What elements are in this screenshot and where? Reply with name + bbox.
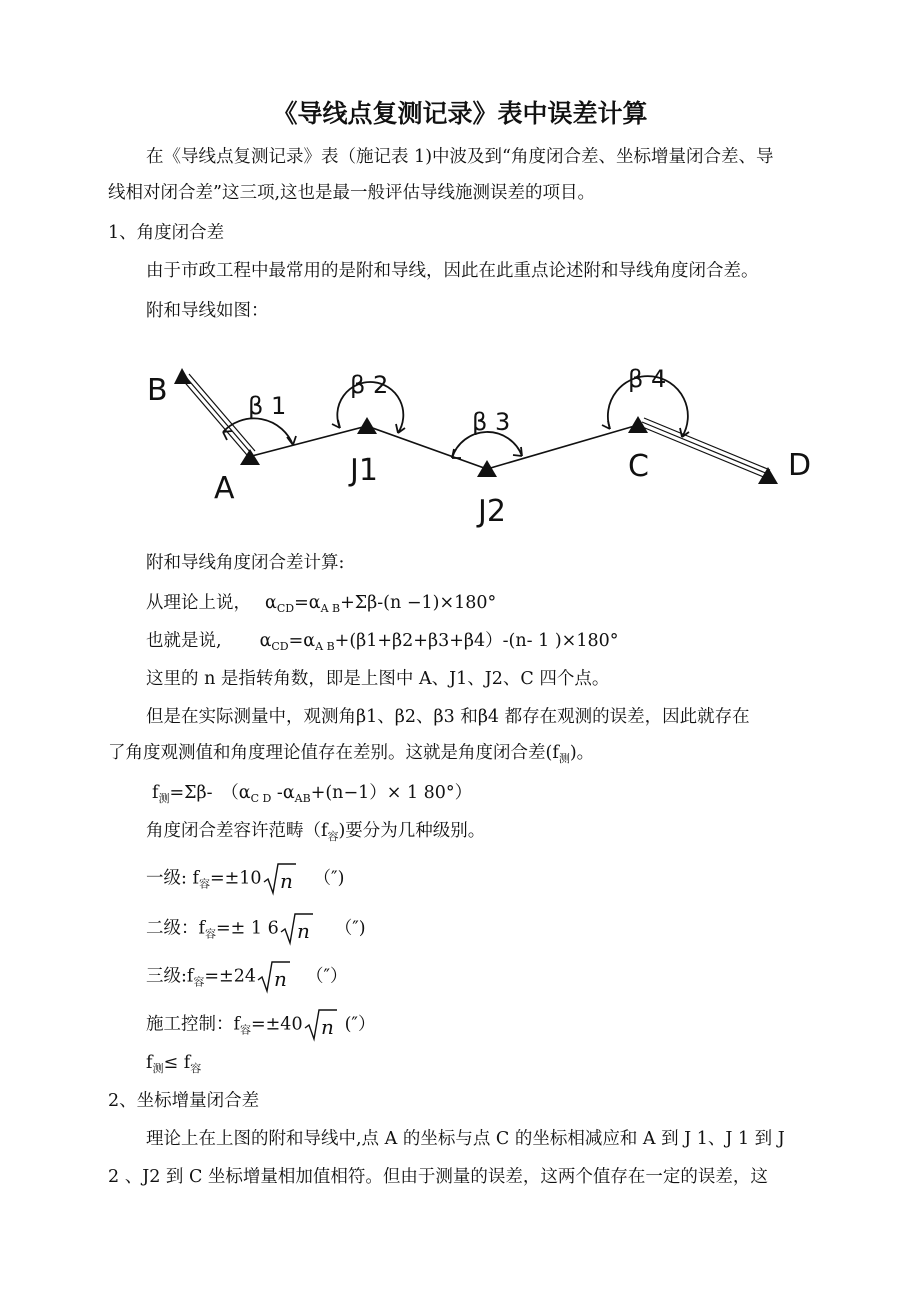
tolerance-intro bbox=[146, 820, 485, 848]
label-j1: J1 bbox=[350, 453, 378, 488]
misclosure-formula bbox=[152, 782, 472, 810]
theory-sub-ab: A B bbox=[320, 602, 341, 615]
label-d: D bbox=[788, 448, 812, 483]
theory-sub-cd: CD bbox=[276, 602, 295, 615]
label-b: B bbox=[147, 373, 168, 408]
level-3 bbox=[146, 960, 348, 994]
formula-minus: -α bbox=[271, 783, 295, 803]
intro-line-2: 线相对闭合差”这三项,这也是最一般评估导线施测误差的项目。 bbox=[108, 183, 596, 203]
level-2-sub: 容 bbox=[204, 927, 216, 941]
theory-formula bbox=[146, 592, 496, 620]
known-side-cd bbox=[640, 418, 770, 478]
formula-sub-ab: AB bbox=[294, 792, 311, 805]
figure-caption: 附和导线如图： bbox=[146, 301, 269, 321]
formula-f: f bbox=[152, 783, 159, 803]
traverse-line bbox=[248, 425, 638, 469]
level-construction bbox=[146, 1008, 375, 1042]
label-beta-1: β 1 bbox=[248, 392, 287, 420]
svg-text:n: n bbox=[320, 1015, 334, 1039]
cmp-sub-measured: 测 bbox=[152, 1062, 164, 1075]
level-2-eq: =± 1 6 bbox=[215, 918, 279, 939]
cmp-f: f bbox=[146, 1053, 153, 1073]
label-a: A bbox=[214, 471, 235, 506]
level-1-prefix: 一级: f bbox=[146, 868, 199, 889]
cmp-sub-allow: 容 bbox=[190, 1062, 202, 1075]
section-2-line-2: 2 、J2 到 C 坐标增量相加值相符。但由于测量的误差，这两个值存在一定的误差，这 bbox=[108, 1167, 768, 1187]
actual-sub: 测 bbox=[558, 752, 570, 765]
actual-line-2-end: )。 bbox=[569, 743, 595, 763]
also-prefix: 也就是说, bbox=[146, 631, 222, 651]
level-3-sub: 容 bbox=[193, 975, 205, 989]
level-1-unit: （″) bbox=[313, 868, 345, 889]
level-1-sub: 容 bbox=[198, 877, 210, 891]
traverse-diagram bbox=[130, 350, 830, 535]
station-a-triangle bbox=[240, 449, 260, 465]
sqrt-icon bbox=[279, 912, 313, 946]
also-sub-cd: CD bbox=[271, 640, 289, 653]
svg-text:n: n bbox=[296, 919, 310, 943]
svg-text:n: n bbox=[273, 967, 287, 991]
station-j1-triangle bbox=[357, 417, 377, 434]
formula-rest: +(n−1）× 1 80°） bbox=[310, 783, 473, 803]
actual-line-2 bbox=[108, 742, 594, 770]
station-j2-triangle bbox=[477, 460, 497, 477]
level-3-unit: （″） bbox=[305, 966, 348, 987]
intro-line-1: 在《导线点复测记录》表（施记表 1)中波及到“角度闭合差、坐标增量闭合差、导 bbox=[146, 147, 774, 167]
sqrt-icon bbox=[303, 1008, 337, 1042]
label-beta-3: β 3 bbox=[472, 408, 511, 436]
page-title: 《导线点复测记录》表中误差计算 bbox=[272, 99, 648, 128]
level-2-prefix: 二级：f bbox=[146, 918, 205, 939]
station-b-triangle bbox=[174, 368, 191, 384]
label-j2: J2 bbox=[478, 494, 506, 529]
tolerance-sub: 容 bbox=[327, 830, 339, 843]
known-side-ba bbox=[181, 374, 255, 455]
label-beta-4: β 4 bbox=[628, 365, 667, 393]
sqrt-icon bbox=[262, 862, 296, 896]
section-1-paragraph: 由于市政工程中最常用的是附和导线，因此在此重点论述附和导线角度闭合差。 bbox=[146, 261, 759, 281]
section-1-heading: 1、角度闭合差 bbox=[108, 223, 225, 243]
actual-line-2-text: 了角度观测值和角度理论值存在差别。这就是角度闭合差(f bbox=[108, 743, 559, 763]
svg-text:n: n bbox=[279, 869, 293, 893]
theory-rest: +Σβ-(n −1)×180° bbox=[340, 593, 497, 613]
level-3-eq: =±24 bbox=[204, 966, 256, 987]
sqrt-icon bbox=[256, 960, 290, 994]
level-4-sub: 容 bbox=[239, 1023, 251, 1037]
also-alpha: α bbox=[259, 631, 272, 651]
section-2-heading: 2、坐标增量闭合差 bbox=[108, 1091, 260, 1111]
label-c: C bbox=[628, 449, 649, 484]
calc-heading: 附和导线角度闭合差计算: bbox=[146, 553, 345, 573]
also-sub-ab: A B bbox=[315, 640, 335, 653]
label-beta-2: β 2 bbox=[350, 371, 389, 399]
comparison bbox=[146, 1052, 201, 1080]
tolerance-text: 角度闭合差容许范畴（f bbox=[146, 821, 328, 841]
theory-alpha: α bbox=[265, 593, 277, 613]
formula-sum: =Σβ- （α bbox=[169, 783, 251, 803]
actual-line-1: 但是在实际测量中，观测角β1、β2、β3 和β4 都存在观测的误差，因此就存在 bbox=[146, 707, 750, 727]
formula-sub-cd: C D bbox=[250, 792, 272, 805]
level-3-prefix: 三级:f bbox=[146, 966, 194, 987]
tolerance-end: )要分为几种级别。 bbox=[338, 821, 486, 841]
formula-sub-measured: 测 bbox=[158, 792, 170, 805]
level-4-prefix: 施工控制：f bbox=[146, 1014, 240, 1035]
level-2-unit: （″) bbox=[334, 918, 366, 939]
level-1-eq: =±10 bbox=[209, 868, 262, 889]
also-eq: =α bbox=[288, 631, 316, 651]
n-note: 这里的 n 是指转角数，即是上图中 A、J1、J2、C 四个点。 bbox=[146, 669, 610, 689]
cmp-le: ≤ f bbox=[163, 1053, 191, 1073]
level-1 bbox=[146, 862, 344, 896]
level-4-unit: (″） bbox=[344, 1014, 376, 1035]
also-rest: +(β1+β2+β3+β4）-(n- 1 )×180° bbox=[334, 631, 619, 651]
theory-eq: =α bbox=[294, 593, 321, 613]
expanded-formula bbox=[146, 630, 618, 658]
section-2-line-1: 理论上在上图的附和导线中,点 A 的坐标与点 C 的坐标相减应和 A 到 J 1、J 1 到 J bbox=[146, 1129, 785, 1149]
theory-prefix: 从理论上说， bbox=[146, 593, 251, 613]
level-2 bbox=[146, 912, 366, 946]
level-4-eq: =±40 bbox=[250, 1014, 303, 1035]
